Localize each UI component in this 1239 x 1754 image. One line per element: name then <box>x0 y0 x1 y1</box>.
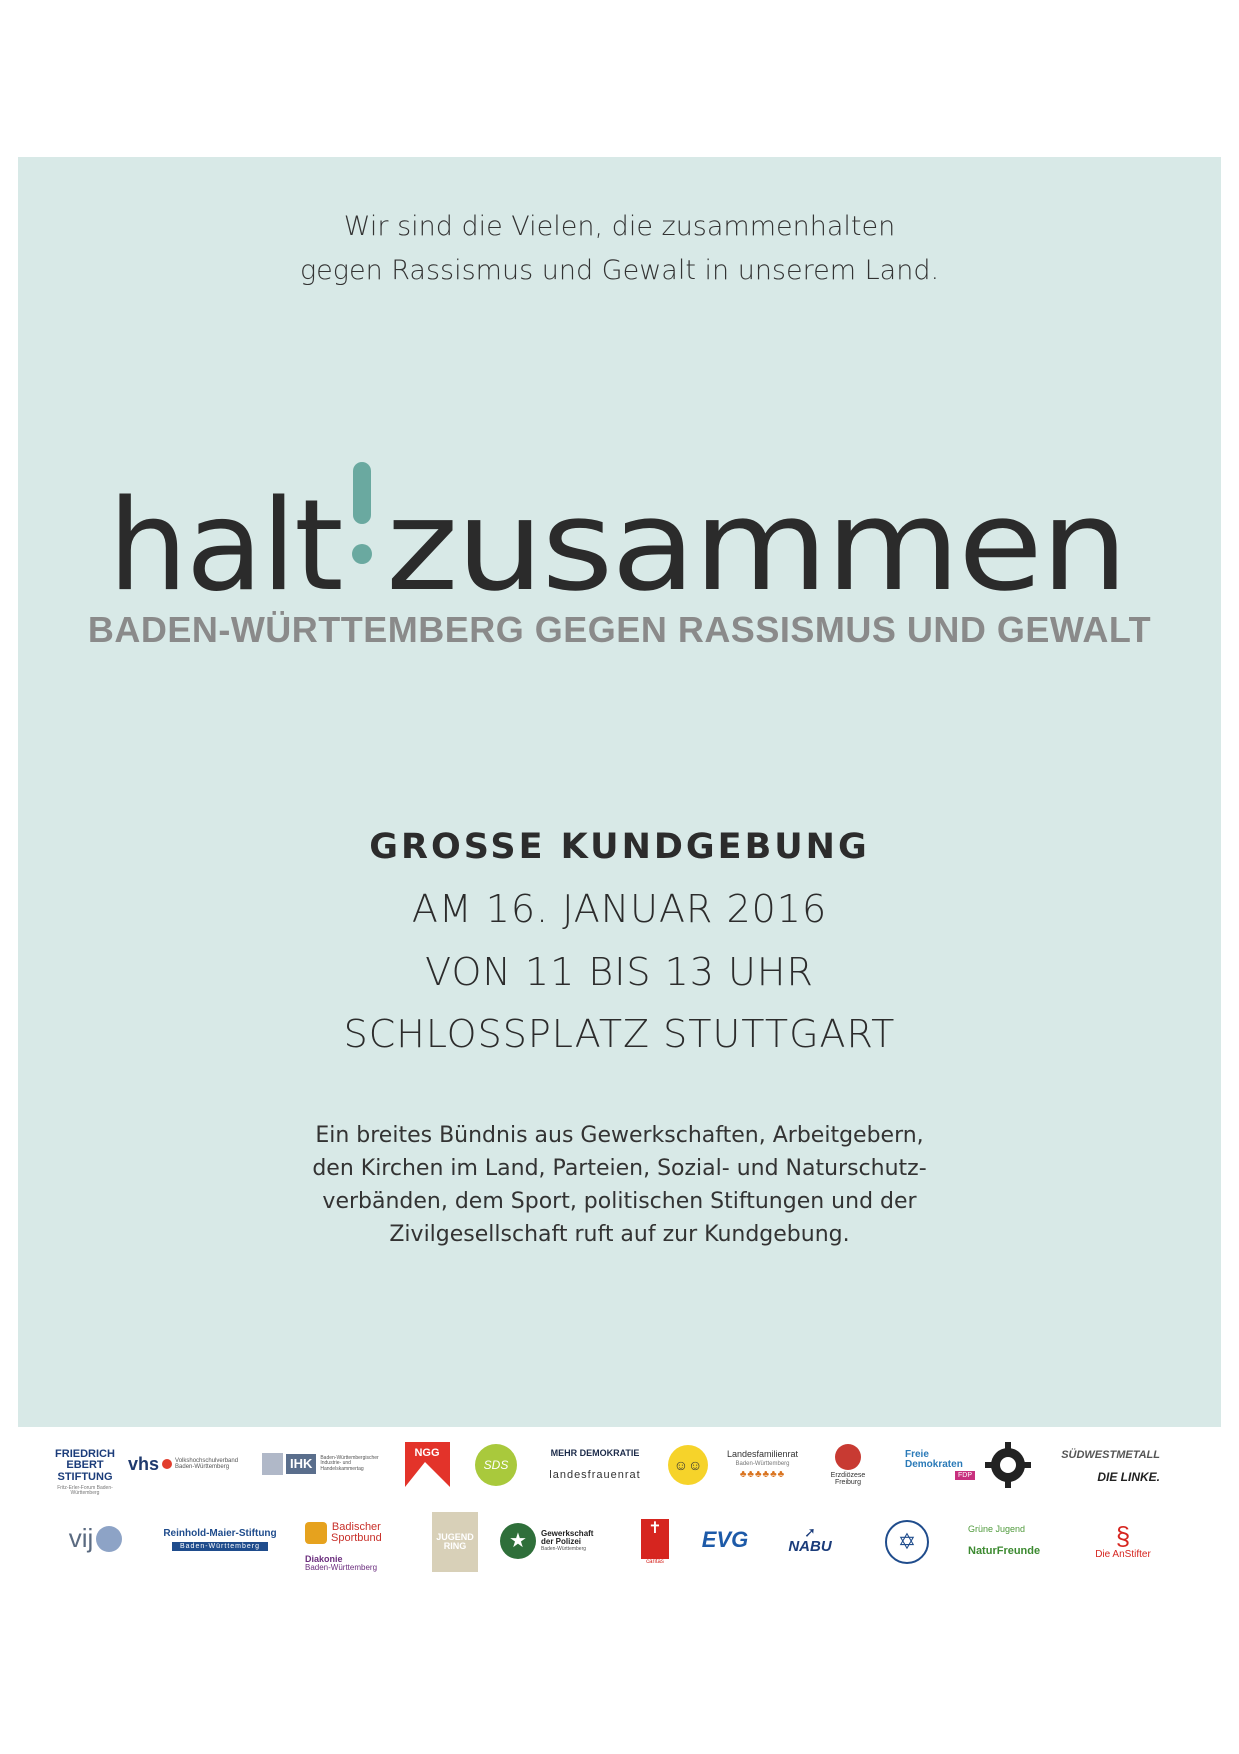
gruene-jugend-text: Grüne Jugend <box>968 1523 1026 1534</box>
fdp-text-2: Demokraten <box>905 1459 963 1471</box>
ihk-lions-icon <box>262 1453 283 1475</box>
gdp-text-2: der Polizei <box>541 1537 582 1547</box>
ihk-logo-subtext: Baden-Württembergischer Industrie- und Handelskammertag <box>320 1455 379 1472</box>
bsb-row <box>305 1522 382 1545</box>
erzdioezese-symbol-icon <box>835 1444 861 1470</box>
family-figures-icon: ♣♣♣♣♣♣ <box>739 1468 786 1480</box>
logo-exclamation-bar <box>353 462 371 524</box>
vhs-logo <box>128 1450 240 1478</box>
body-line-2: den Kirchen im Land, Parteien, Sozial- und Naturschutz- <box>312 1156 927 1181</box>
anstifter-figure-icon: § <box>1115 1520 1131 1551</box>
evg-logo <box>695 1526 755 1554</box>
linke-text: DIE LINKE. <box>1097 1470 1160 1485</box>
vhs-logo-text: vhs <box>128 1453 160 1474</box>
gdp-logo <box>500 1520 615 1562</box>
rms-logo <box>160 1524 280 1556</box>
anstifter-logo <box>1088 1514 1158 1569</box>
bsb-diakonie-logo <box>305 1512 410 1582</box>
suedwestmetall-linke-logo <box>1045 1444 1160 1490</box>
ihk-logo-text: IHK <box>286 1454 316 1474</box>
gruene-jugend-naturfreunde-logo <box>968 1516 1073 1566</box>
logo-word-halt: halt <box>108 472 342 619</box>
body-line-3: verbänden, dem Sport, politischen Stiftungen und der <box>322 1189 917 1214</box>
naturfreunde-text: NaturFreunde <box>968 1544 1041 1557</box>
body-text <box>248 1119 991 1251</box>
gdp-text-3: Baden-Württemberg <box>541 1545 587 1552</box>
diakonie-text-1: Diakonie <box>305 1553 343 1564</box>
event-title: GROSSE KUNDGEBUNG <box>369 827 870 867</box>
caritas-text: caritas <box>646 1558 664 1565</box>
landesfamilienrat-text: Landesfamilienrat <box>726 1448 799 1459</box>
sds-logo <box>475 1444 517 1486</box>
partner-logo-strip <box>0 1440 1239 1610</box>
ngg-logo <box>405 1442 450 1487</box>
fdp-text-1: Freie <box>905 1448 929 1460</box>
logo-word-zusammen: zusammen <box>386 472 1126 619</box>
caritas-flame-icon: ✝ <box>641 1519 669 1559</box>
erzdioezese-logo <box>818 1440 878 1490</box>
gdp-text-1: Gewerkschaft <box>541 1528 594 1538</box>
vij-logo <box>58 1520 133 1558</box>
anstifter-text: Die AnStifter <box>1095 1548 1151 1560</box>
bsb-text-2: Sportbund <box>331 1532 382 1545</box>
erzdioezese-text: Erzdiözese Freiburg <box>830 1471 866 1486</box>
caritas-logo <box>640 1516 670 1568</box>
fes-logo-text: FRIEDRICH EBERT STIFTUNG <box>55 1447 115 1484</box>
gear-logo <box>985 1442 1031 1488</box>
nabu-logo <box>775 1518 845 1562</box>
body-line-1: Ein breites Bündnis aus Gewerkschaften, Arbeitgebern, <box>315 1123 924 1148</box>
vhs-dots-icon <box>162 1459 172 1469</box>
fes-logo <box>55 1440 115 1505</box>
ngg-logo-text: NGG <box>414 1447 440 1459</box>
vhs-logo-subtext: Volkshochschulverband Baden-Württemberg <box>175 1457 239 1470</box>
mehr-demokratie-logo <box>540 1444 650 1486</box>
mehr-demokratie-text: MEHR DEMOKRATIE <box>550 1447 640 1458</box>
ihk-logo <box>262 1450 387 1478</box>
intro-line-2: gegen Rassismus und Gewalt in unserem Land. <box>299 255 940 286</box>
evg-text: EVG <box>701 1527 749 1553</box>
fes-logo-subtext: Fritz-Erler-Forum Baden-Württemberg <box>57 1484 113 1496</box>
faces-icon: ☺☺ <box>673 1456 703 1473</box>
bsb-text-1: Badischer <box>331 1520 381 1533</box>
bsb-flame-icon <box>305 1522 327 1544</box>
dgb-jugend-logo <box>668 1445 708 1485</box>
landesfamilienrat-subtext: Baden-Württemberg <box>735 1461 790 1468</box>
gdp-text-group <box>541 1530 593 1552</box>
jugendring-logo <box>432 1512 478 1572</box>
bsb-text-group <box>331 1522 382 1545</box>
logo-exclamation-dot <box>352 544 372 564</box>
sds-logo-text: SDS <box>483 1457 509 1472</box>
star-of-david-icon: ✡ <box>897 1529 917 1555</box>
vij-swirl-icon <box>96 1526 122 1552</box>
landesfrauenrat-text: landesfrauenrat <box>549 1468 641 1481</box>
intro-line-1: Wir sind die Vielen, die zusammenhalten <box>343 211 896 242</box>
rms-subtext: Baden-Württemberg <box>172 1542 268 1551</box>
jugendring-text: JUGEND RING <box>436 1531 474 1551</box>
fdp-logo <box>905 1446 975 1484</box>
diakonie-text-2: Baden-Württemberg <box>305 1563 378 1573</box>
body-line-4: Zivilgesellschaft ruft auf zur Kundgebung. <box>389 1222 850 1247</box>
gdp-star-icon: ★ <box>500 1523 536 1559</box>
nabu-text: NABU <box>788 1538 832 1556</box>
intro-text <box>18 205 1221 293</box>
fdp-text-3: FDP <box>955 1471 975 1480</box>
event-time: VON 11 BIS 13 UHR <box>425 950 814 994</box>
vij-logo-text: vij <box>68 1523 94 1554</box>
event-place: SCHLOSSPLATZ STUTTGART <box>343 1012 896 1056</box>
gear-icon <box>985 1442 1031 1488</box>
rms-text: Reinhold-Maier-Stiftung <box>163 1527 277 1539</box>
landesfamilienrat-logo <box>725 1444 800 1486</box>
israelite-community-logo <box>885 1520 929 1564</box>
poster-panel <box>18 157 1221 1427</box>
subtitle: BADEN-WÜRTTEMBERG GEGEN RASSISMUS UND GEWALT <box>87 609 1152 650</box>
suedwestmetall-text: SÜDWESTMETALL <box>1061 1448 1160 1461</box>
stork-icon: ➚ <box>804 1523 816 1540</box>
event-date: AM 16. JANUAR 2016 <box>411 887 828 931</box>
